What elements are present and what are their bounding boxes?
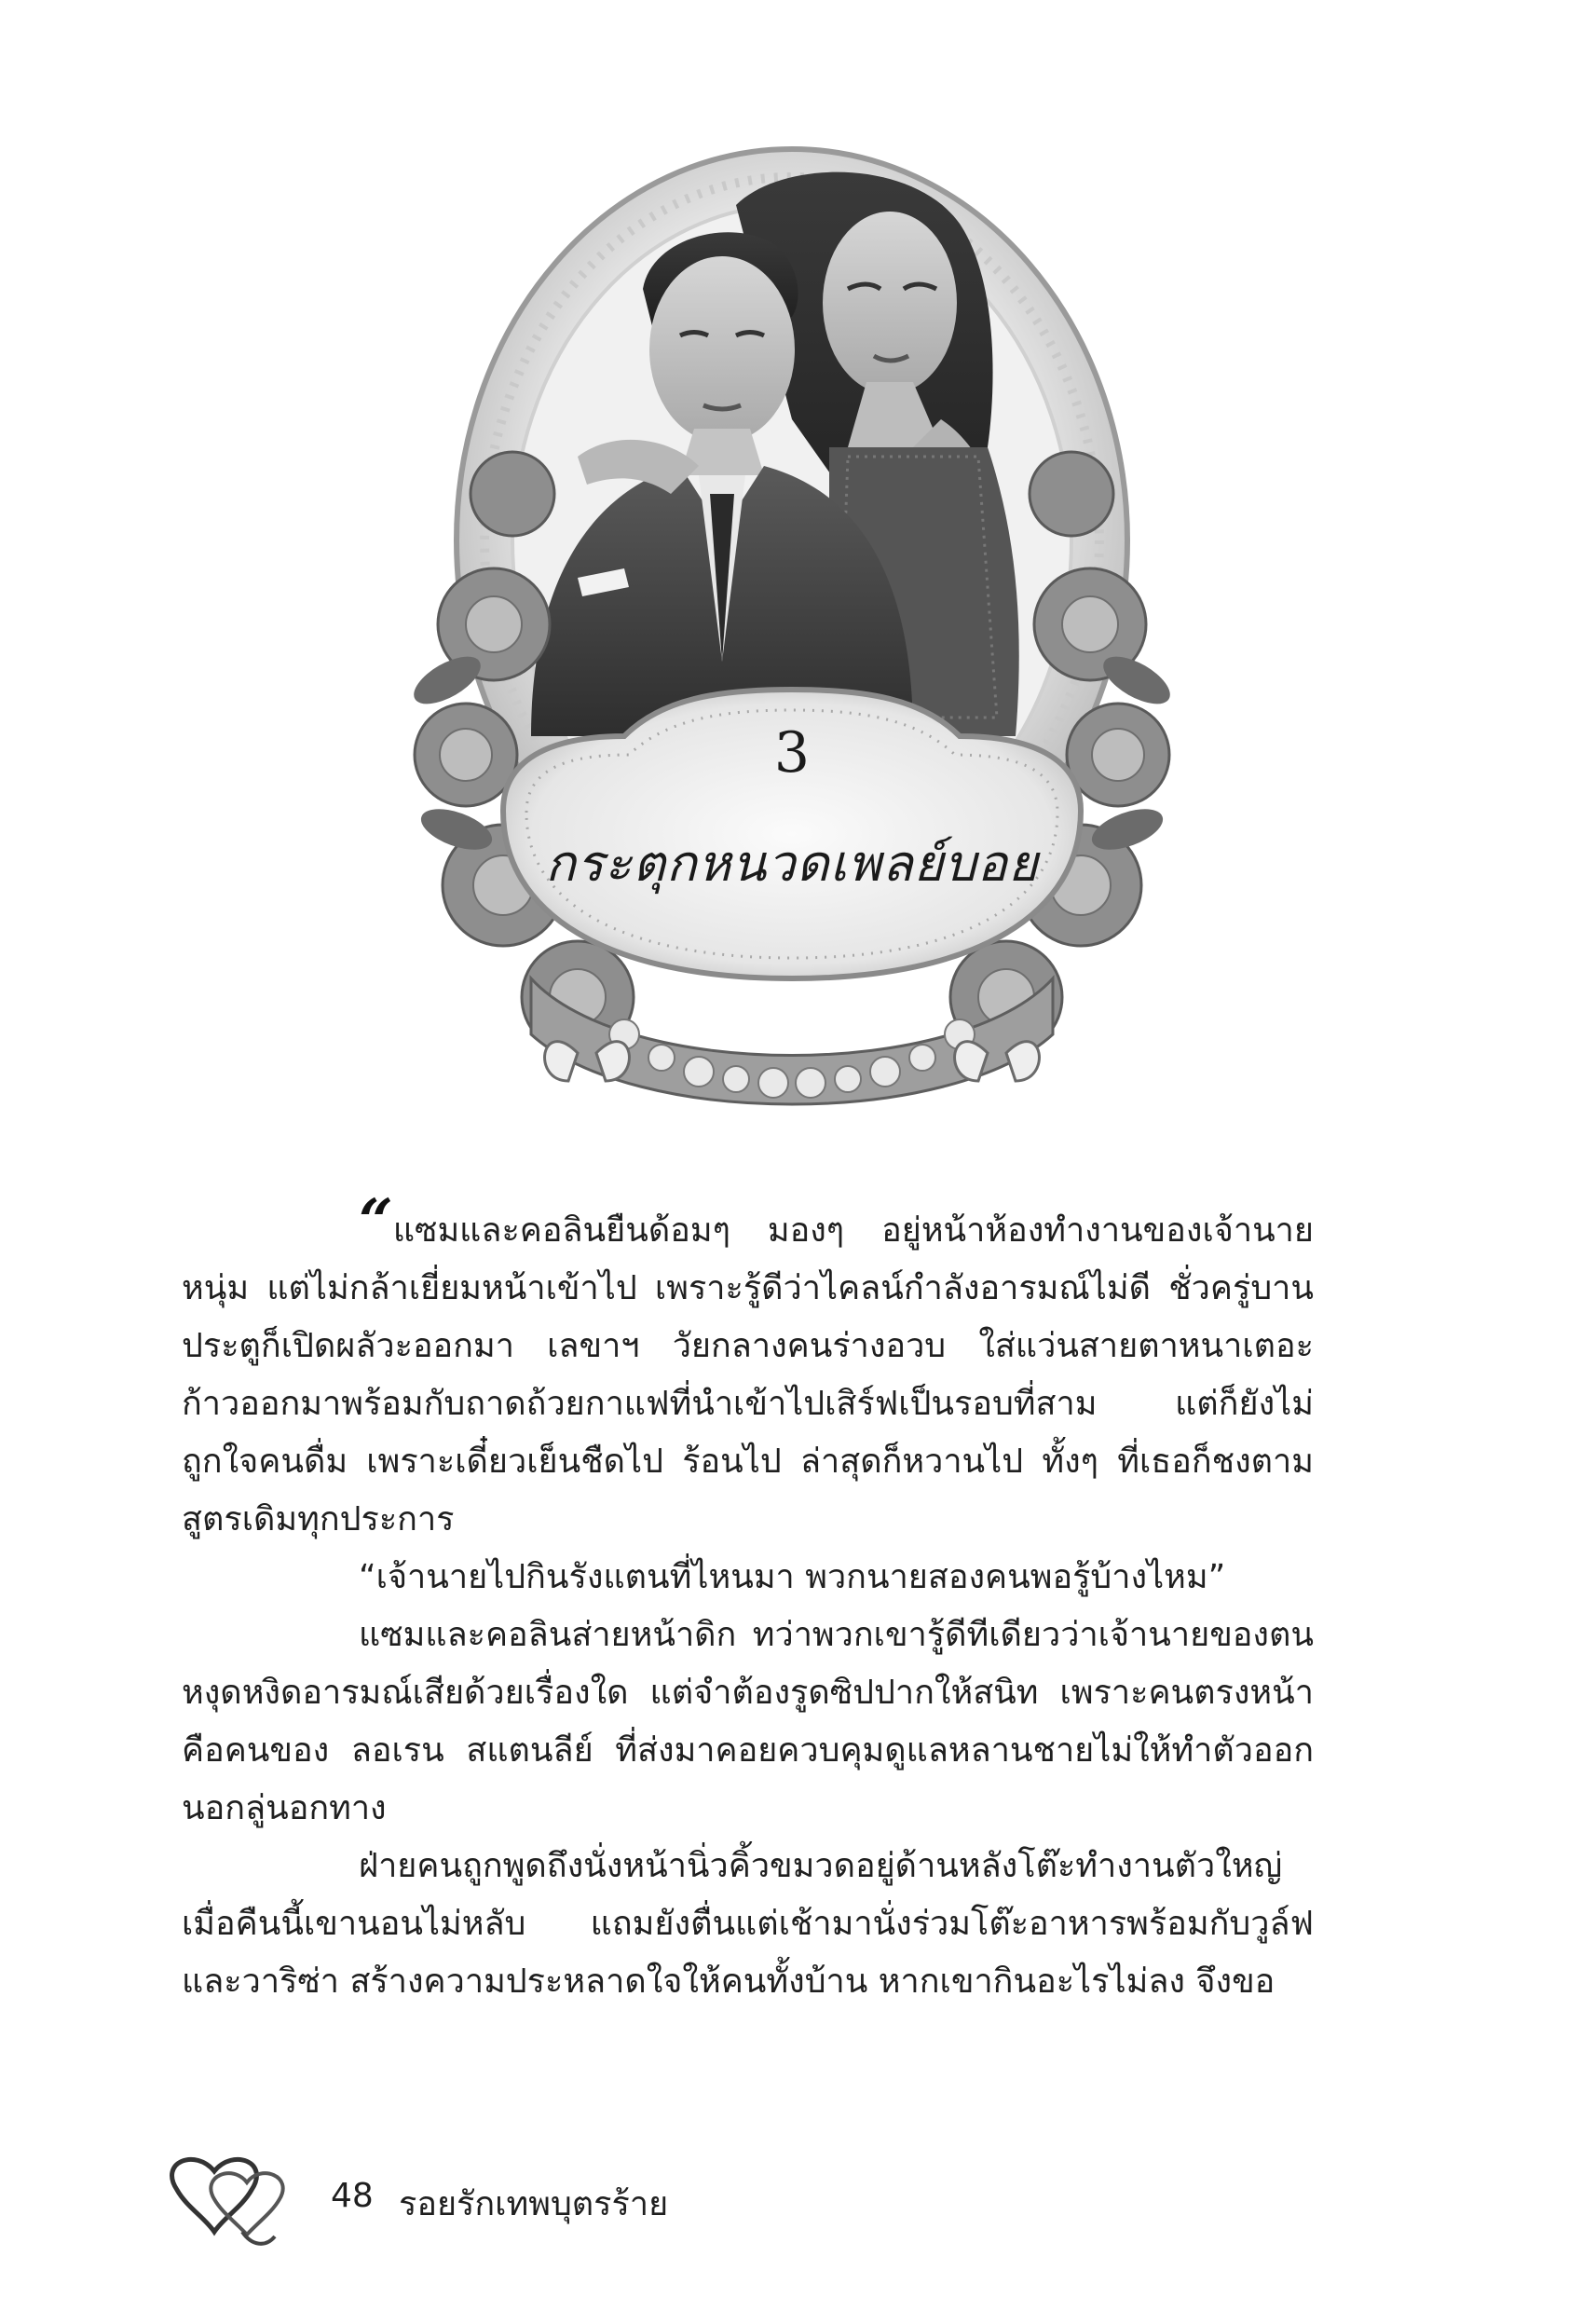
paragraph-1 <box>182 1186 1314 1549</box>
paragraph-2: “เจ้านายไปกินรังแตนที่ไหนมา พวกนายสองคนพอรู้บ้างไหม” <box>359 1558 1226 1596</box>
page-footer <box>149 2143 988 2255</box>
opening-quote-mark: “ <box>359 1186 393 1256</box>
paragraph-1-text: แซมและคอลินยืนด้อมๆ มองๆ อยู่หน้าห้องทำงานของเจ้านายหนุ่ม แต่ไม่กล้าเยี่ยมหน้าเข้าไป เพราะรู้ดีว่าไคลน์กำลังอารมณ์ไม่ดี ชั่วครู่บานประตูก็เปิดผลัวะออกมา เลขาฯ วัยกลางคนร่างอวบ ใส่แว่นสายตาหนาเตอะ ก้าวออกมาพร้อมกับถาดถ้วยกาแฟที่นำเข้าไปเสิร์ฟเป็นรอบที่สาม แต่ก็ยังไม่ถูกใจคนดื่ม เพราะเดี๋ยวเย็นชืดไป ร้อนไป ล่าสุดก็หวานไป ทั้งๆ ที่เธอก็ชงตามสูตรเดิมทุกประการ <box>182 1211 1314 1538</box>
chapter-body <box>182 1186 1314 2011</box>
double-heart-ornament-icon <box>149 2143 317 2255</box>
chapter-illustration <box>345 140 1239 1183</box>
page-number: 48 <box>331 2177 374 2215</box>
book-title: รอยรักเทพบุตรร้าย <box>399 2185 669 2223</box>
paragraph-4: ฝ่ายคนถูกพูดถึงนั่งหน้านิ่วคิ้วขมวดอยู่ด้านหลังโต๊ะทำงานตัวใหญ่ เมื่อคืนนี้เขานอนไม่หลับ แถมยังตื่นแต่เช้ามานั่งร่วมโต๊ะอาหารพร้อมกับวูล์ฟและวาริซ่า สร้างความประหลาดใจให้คนทั้งบ้าน หากเขากินอะไรไม่ลง จึงขอ <box>182 1847 1314 2001</box>
couple-floral-frame-illustration <box>345 140 1239 1183</box>
paragraph-3: แซมและคอลินส่ายหน้าดิก ทว่าพวกเขารู้ดีทีเดียวว่าเจ้านายของตนหงุดหงิดอารมณ์เสียด้วยเรื่องใด แต่จำต้องรูดซิปปากให้สนิท เพราะคนตรงหน้าคือคนของ ลอเรน สแตนลีย์ ที่ส่งมาคอยควบคุมดูแลหลานชายไม่ให้ทำตัวออกนอกลู่นอกทาง <box>182 1616 1314 1827</box>
chapter-number: 3 <box>773 720 811 786</box>
chapter-title: กระตุกหนวดเพลย์บอย <box>545 834 1039 893</box>
